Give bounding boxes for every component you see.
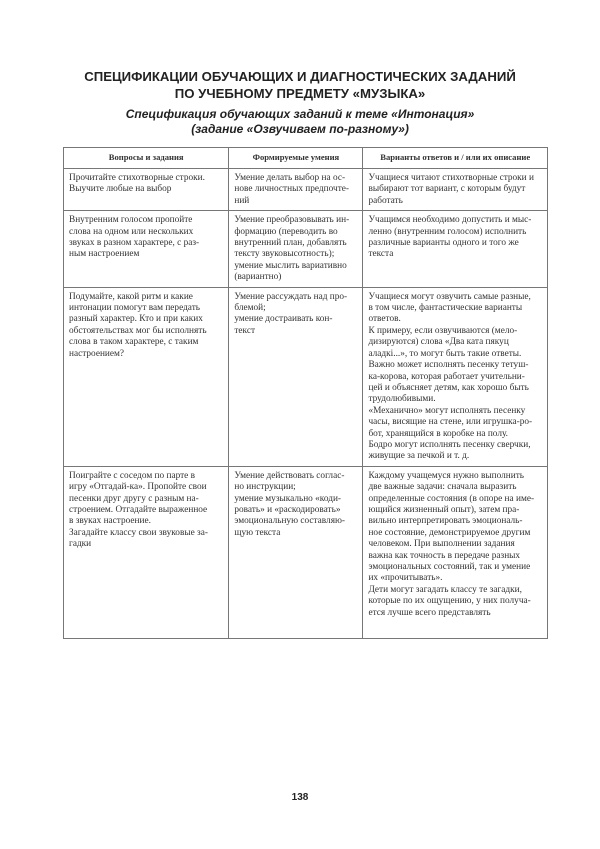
page-title: СПЕЦИФИКАЦИИ ОБУЧАЮЩИХ И ДИАГНОСТИЧЕСКИХ ЗАДАНИЙ ПО УЧЕБНОМУ ПРЕДМЕТУ «МУЗЫКА» [84, 69, 516, 101]
header-tasks: Вопросы и задания [64, 148, 229, 169]
answers-cell: Учащимся необходимо допустить и мыс- ленно (внутренним голосом) исполнить различные варианты одного и того же текста [363, 211, 548, 287]
answers-cell: Учащиеся могут озвучить самые разные, в том числе, фантастические варианты ответов. К примеру, если озвучиваются (мело- дизируются) слова «Два ката пякуц аладкі...», то могут быть такие ответы. Важно может исполнять песенку тетуш- ка-корова, которая работает учительни- цей и объясняет детям, как хорошо быть трудолюбивыми. «Механично» могут исполнять песенку часы, висящие на стене, или игрушка-ро- бот, хранящийся в коробке на полу. Бодро могут исполнять песенку сверчки, живущие за печкой и т. д. [363, 287, 548, 466]
header-answers: Варианты ответов и / или их описание [363, 148, 548, 169]
task-cell: Поиграйте с соседом по парте в игру «Отгадай-ка». Пропойте свои песенки друг другу с разным на- строением. Отгадайте выраженное в звуках настроение. Загадайте классу свои звуковые за- гадки [64, 466, 229, 638]
skills-cell: Умение преобразовывать ин- формацию (переводить во внутренний план, добавлять тексту звуковысотность); умение мыслить вариативно (вариантно) [229, 211, 363, 287]
specification-table [63, 147, 548, 639]
table-row [64, 287, 548, 466]
task-cell: Внутренним голосом пропойте слова на одном или нескольких звуках в разном характере, с раз- ным настроением [64, 211, 229, 287]
page-number: 138 [291, 792, 309, 803]
task-cell: Подумайте, какой ритм и какие интонации помогут вам передать разный характер. Кто и при каких обстоятельствах мог бы исполнять слова в таком характере, с таким настроением? [64, 287, 229, 466]
task-cell: Прочитайте стихотворные строки. Выучите любые на выбор [64, 169, 229, 211]
skills-cell: Умение действовать соглас- но инструкции; умение музыкально «коди- ровать» и «раскодировать» эмоциональную составляю- щую текста [229, 466, 363, 638]
table-header-row [64, 148, 548, 169]
answers-cell: Учащиеся читают стихотворные строки и выбирают тот вариант, с которым будут работать [363, 169, 548, 211]
answers-cell: Каждому учащемуся нужно выполнить две важные задачи: сначала выразить определенные состояния (в опоре на име- ющийся жизненный опыт), затем пра- вильно интерпретировать эмоциональ- ное состояние, демонстрируемое другим человеком. При выполнении задания важна как точность в передаче разных эмоциональных состояний, так и умение их «прочитывать». Дети могут загадать классу те загадки, которые по их ощущению, у них получа- ется лучше всего представлять [363, 466, 548, 638]
header-skills: Формируемые умения [229, 148, 363, 169]
table-row [64, 466, 548, 638]
skills-cell: Умение рассуждать над про- блемой; умение достраивать кон- текст [229, 287, 363, 466]
table-row [64, 211, 548, 287]
table-row [64, 169, 548, 211]
skills-cell: Умение делать выбор на ос- нове личностных предпочте- ний [229, 169, 363, 211]
table-caption: Спецификация обучающих заданий к теме «Интонация» (задание «Озвучиваем по-разному») [125, 107, 475, 136]
